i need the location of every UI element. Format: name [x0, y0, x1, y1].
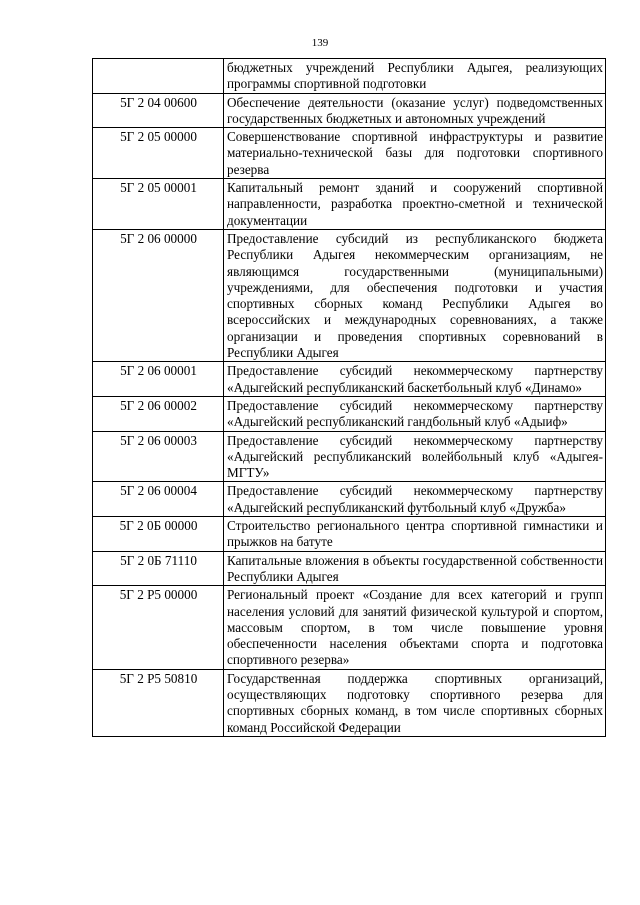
table-row: [93, 396, 606, 431]
table-row: [93, 59, 606, 94]
description-cell: Предоставление субсидий некоммерческому партнерству «Адыгейский республиканский гандбольный клуб «Адыиф»: [224, 396, 606, 431]
code-cell: 5Г 2 Р5 50810: [93, 669, 224, 736]
table-row: [93, 362, 606, 397]
description-cell: Региональный проект «Создание для всех категорий и групп населения условий для занятий физической культурой и спортом, массовым спортом, в том числе повышение уровня обеспеченности населения объектами спорта и подготовка спортивного резерва»: [224, 586, 606, 669]
code-cell: 5Г 2 06 00002: [93, 396, 224, 431]
description-cell: Предоставление субсидий из республиканского бюджета Республики Адыгея некоммерческим организациям, не являющимся государственными (муниципальными) учреждениями, для обеспечения подготовки и участия спортивных сборных команд Республики Адыгея во всероссийских и международных соревнованиях, а также организации и проведения спортивных соревнований в Республики Адыгея: [224, 229, 606, 361]
description-cell: бюджетных учреждений Республики Адыгея, реализующих программы спортивной подготовки: [224, 59, 606, 94]
table-row: [93, 551, 606, 586]
budget-classification-table: [92, 58, 606, 737]
code-cell: 5Г 2 05 00001: [93, 179, 224, 230]
code-cell: 5Г 2 06 00001: [93, 362, 224, 397]
table-row: [93, 517, 606, 552]
table-row: [93, 179, 606, 230]
table-row: [93, 482, 606, 517]
code-cell: 5Г 2 06 00000: [93, 229, 224, 361]
code-cell: 5Г 2 05 00000: [93, 128, 224, 179]
table-row: [93, 586, 606, 669]
code-cell: 5Г 2 Р5 00000: [93, 586, 224, 669]
description-cell: Государственная поддержка спортивных организаций, осуществляющих подготовку спортивного резерва для спортивных сборных команд, в том числе спортивных сборных команд Российской Федерации: [224, 669, 606, 736]
description-cell: Предоставление субсидий некоммерческому партнерству «Адыгейский республиканский волейбольный клуб «Адыгея-МГТУ»: [224, 431, 606, 482]
code-cell: 5Г 2 04 00600: [93, 93, 224, 128]
code-cell: 5Г 2 0Б 00000: [93, 517, 224, 552]
table-row: [93, 431, 606, 482]
code-cell: 5Г 2 06 00004: [93, 482, 224, 517]
table-row: [93, 128, 606, 179]
code-cell: [93, 59, 224, 94]
description-cell: Капитальный ремонт зданий и сооружений спортивной направленности, разработка проектно-сметной и технической документации: [224, 179, 606, 230]
description-cell: Совершенствование спортивной инфраструктуры и развитие материально-технической базы для подготовки спортивного резерва: [224, 128, 606, 179]
description-cell: Строительство регионального центра спортивной гимнастики и прыжков на батуте: [224, 517, 606, 552]
table-row: [93, 669, 606, 736]
description-cell: Предоставление субсидий некоммерческому партнерству «Адыгейский республиканский баскетбольный клуб «Динамо»: [224, 362, 606, 397]
description-cell: Предоставление субсидий некоммерческому партнерству «Адыгейский республиканский футбольный клуб «Дружба»: [224, 482, 606, 517]
description-cell: Обеспечение деятельности (оказание услуг) подведомственных государственных бюджетных и автономных учреждений: [224, 93, 606, 128]
code-cell: 5Г 2 06 00003: [93, 431, 224, 482]
description-cell: Капитальные вложения в объекты государственной собственности Республики Адыгея: [224, 551, 606, 586]
code-cell: 5Г 2 0Б 71110: [93, 551, 224, 586]
page-number: 139: [311, 37, 329, 49]
table-row: [93, 229, 606, 361]
table-row: [93, 93, 606, 128]
